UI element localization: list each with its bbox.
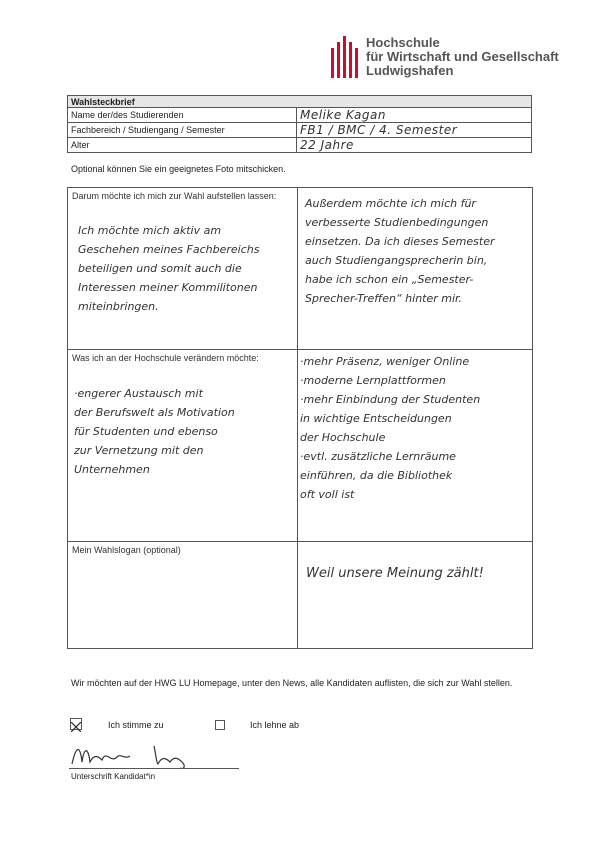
handwritten-line: beteiligen und somit auch die bbox=[78, 262, 242, 275]
handwritten-line: Geschehen meines Fachbereichs bbox=[78, 243, 260, 256]
handwritten-line: ·mehr Präsenz, weniger Online bbox=[300, 355, 470, 368]
column-divider bbox=[297, 188, 298, 648]
handwritten-line: der Berufswelt als Motivation bbox=[74, 406, 235, 419]
handwritten-line: Unternehmen bbox=[74, 463, 150, 476]
table-row bbox=[68, 123, 532, 138]
table-row bbox=[68, 108, 532, 123]
profile-info-table bbox=[67, 95, 532, 153]
handwritten-line: Interessen meiner Kommilitonen bbox=[78, 281, 258, 294]
handwritten-line: oft voll ist bbox=[300, 488, 355, 501]
logo-line-3: Ludwigshafen bbox=[366, 63, 454, 78]
handwritten-line: verbesserte Studienbedingungen bbox=[305, 216, 489, 229]
handwritten-line: Sprecher-Treffen“ hinter mir. bbox=[305, 292, 463, 305]
program-field[interactable]: FB1 / BMC / 4. Semester bbox=[297, 123, 532, 138]
why-text-right[interactable] bbox=[305, 194, 495, 308]
handwritten-line: auch Studiengangsprecherin bin, bbox=[305, 254, 488, 267]
homepage-notice: Wir möchten auf der HWG LU Homepage, unter den News, alle Kandidaten auflisten, die sich zur Wahl stellen. bbox=[71, 678, 513, 688]
logo-line-2: für Wirtschaft und Gesellschaft bbox=[366, 49, 559, 64]
university-name bbox=[366, 36, 559, 78]
statement-grid bbox=[67, 187, 533, 649]
handwritten-line: in wichtige Entscheidungen bbox=[300, 412, 452, 425]
change-text-right[interactable] bbox=[300, 352, 480, 504]
name-label: Name der/des Studierenden bbox=[68, 108, 297, 123]
signature-image-icon bbox=[70, 740, 210, 770]
table-row bbox=[68, 138, 532, 153]
handwritten-line: zur Vernetzung mit den bbox=[74, 444, 204, 457]
handwritten-line: miteinbringen. bbox=[78, 300, 159, 313]
university-logo-icon bbox=[330, 34, 360, 80]
name-field[interactable]: Melike Kagan bbox=[297, 108, 532, 123]
change-label: Was ich an der Hochschule verändern möchte: bbox=[72, 353, 259, 363]
age-label: Alter bbox=[68, 138, 297, 153]
handwritten-line: ·mehr Einbindung der Studenten bbox=[300, 393, 481, 406]
logo-line-1: Hochschule bbox=[366, 35, 440, 50]
agree-checkbox[interactable] bbox=[70, 718, 82, 730]
disagree-checkbox[interactable] bbox=[215, 720, 225, 730]
signature-caption: Unterschrift Kandidat*in bbox=[71, 772, 156, 781]
row-divider bbox=[68, 541, 532, 542]
handwritten-line: für Studenten und ebenso bbox=[74, 425, 218, 438]
why-text-left[interactable] bbox=[78, 221, 259, 316]
signature-line bbox=[69, 768, 239, 769]
age-field[interactable]: 22 Jahre bbox=[297, 138, 532, 153]
handwritten-line: ·engerer Austausch mit bbox=[74, 387, 203, 400]
handwritten-line: einführen, da die Bibliothek bbox=[300, 469, 453, 482]
agree-label: Ich stimme zu bbox=[108, 720, 164, 730]
handwritten-line: habe ich schon ein „Semester- bbox=[305, 273, 474, 286]
slogan-label: Mein Wahlslogan (optional) bbox=[72, 545, 181, 555]
handwritten-line: Außerdem möchte ich mich für bbox=[305, 197, 476, 210]
optional-photo-note: Optional können Sie ein geeignetes Foto mitschicken. bbox=[71, 164, 286, 174]
handwritten-line: der Hochschule bbox=[300, 431, 386, 444]
table-header: Wahlsteckbrief bbox=[68, 96, 532, 108]
handwritten-line: Ich möchte mich aktiv am bbox=[78, 224, 222, 237]
slogan-text[interactable]: Weil unsere Meinung zählt! bbox=[306, 566, 484, 581]
why-label: Darum möchte ich mich zur Wahl aufstellen lassen: bbox=[72, 191, 277, 201]
handwritten-line: ·evtl. zusätzliche Lernräume bbox=[300, 450, 456, 463]
change-text-left[interactable] bbox=[74, 384, 235, 479]
handwritten-line: ·moderne Lernplattformen bbox=[300, 374, 446, 387]
check-x-icon bbox=[71, 722, 81, 732]
row-divider bbox=[68, 349, 532, 350]
program-label: Fachbereich / Studiengang / Semester bbox=[68, 123, 297, 138]
handwritten-line: einsetzen. Da ich dieses Semester bbox=[305, 235, 495, 248]
disagree-label: Ich lehne ab bbox=[250, 720, 300, 730]
